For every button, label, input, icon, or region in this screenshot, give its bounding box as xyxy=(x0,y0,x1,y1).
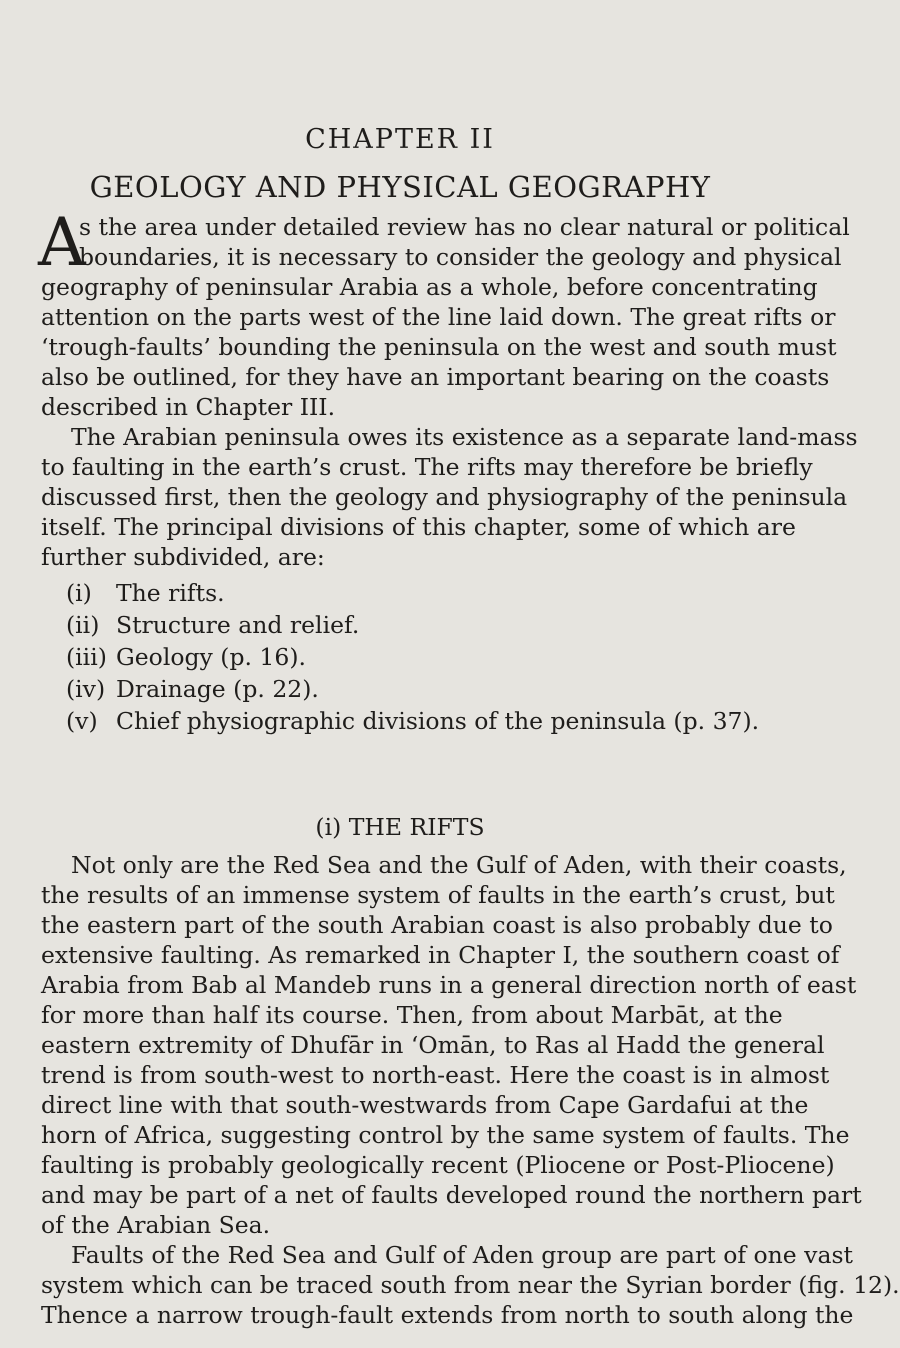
paragraph-line: direct line with that south-westwards from Cape Gardafui at the xyxy=(41,1091,809,1119)
paragraph-line: further subdivided, are: xyxy=(41,543,325,571)
paragraph-line: the eastern part of the south Arabian coast is also probably due to xyxy=(41,911,833,939)
paragraph-line: The Arabian peninsula owes its existence as a separate land-mass xyxy=(71,423,858,451)
list-number: (i) xyxy=(66,579,92,607)
paragraph-line: attention on the parts west of the line laid down. The great rifts or xyxy=(41,303,836,331)
paragraph-line: described in Chapter III. xyxy=(41,393,336,421)
paragraph-line: Arabia from Bab al Mandeb runs in a general direction north of east xyxy=(41,971,857,999)
paragraph-line: system which can be traced south from near the Syrian border (fig. 12). xyxy=(41,1271,900,1299)
list-item xyxy=(66,578,225,608)
paragraph-line: for more than half its course. Then, from about Marbāt, at the xyxy=(41,1001,783,1029)
paragraph-line: and may be part of a net of faults developed round the northern part xyxy=(41,1181,862,1209)
paragraph-line: discussed first, then the geology and physiography of the peninsula xyxy=(41,483,848,511)
paragraph-line: eastern extremity of Dhufār in ‘Omān, to Ras al Hadd the general xyxy=(41,1031,825,1059)
list-text: Geology (p. 16). xyxy=(116,643,306,671)
list-text: The rifts. xyxy=(116,579,225,607)
section-heading: (i) THE RIFTS xyxy=(315,813,485,841)
paragraph-line: Not only are the Red Sea and the Gulf of Aden, with their coasts, xyxy=(71,851,847,879)
paragraph-line: Faults of the Red Sea and Gulf of Aden group are part of one vast xyxy=(71,1241,853,1269)
chapter-label: CHAPTER II xyxy=(305,124,495,155)
list-item xyxy=(66,674,319,704)
paragraph-line: of the Arabian Sea. xyxy=(41,1211,271,1239)
paragraph-line: trend is from south-west to north-east. Here the coast is in almost xyxy=(41,1061,830,1089)
paragraph-line: horn of Africa, suggesting control by the same system of faults. The xyxy=(41,1121,850,1149)
list-number: (iv) xyxy=(66,675,106,703)
list-number: (iii) xyxy=(66,643,107,671)
paragraph-line: itself. The principal divisions of this chapter, some of which are xyxy=(41,513,796,541)
paragraph-line: geography of peninsular Arabia as a whole, before concentrating xyxy=(41,273,818,301)
paragraph-line: extensive faulting. As remarked in Chapter I, the southern coast of xyxy=(41,941,840,969)
paragraph-line: boundaries, it is necessary to consider the geology and physical xyxy=(79,243,842,271)
paragraph-line: s the area under detailed review has no clear natural or political xyxy=(79,213,850,241)
paragraph-line: Thence a narrow trough-fault extends from north to south along the xyxy=(41,1301,854,1329)
list-text: Drainage (p. 22). xyxy=(116,675,319,703)
list-number: (v) xyxy=(66,707,98,735)
list-item xyxy=(66,642,306,672)
list-text: Structure and relief. xyxy=(116,611,360,639)
list-item xyxy=(66,610,359,640)
paragraph-line: ‘trough-faults’ bounding the peninsula on the west and south must xyxy=(41,333,837,361)
paragraph-line: also be outlined, for they have an important bearing on the coasts xyxy=(41,363,830,391)
list-item xyxy=(66,706,759,736)
paragraph-line: the results of an immense system of faults in the earth’s crust, but xyxy=(41,881,835,909)
paragraph-line: faulting is probably geologically recent (Pliocene or Post-Pliocene) xyxy=(41,1151,835,1179)
paragraph-line: to faulting in the earth’s crust. The rifts may therefore be briefly xyxy=(41,453,813,481)
list-text: Chief physiographic divisions of the peninsula (p. 37). xyxy=(116,707,760,735)
chapter-title: GEOLOGY AND PHYSICAL GEOGRAPHY xyxy=(89,170,711,204)
drop-cap: A xyxy=(38,204,86,281)
list-number: (ii) xyxy=(66,611,100,639)
